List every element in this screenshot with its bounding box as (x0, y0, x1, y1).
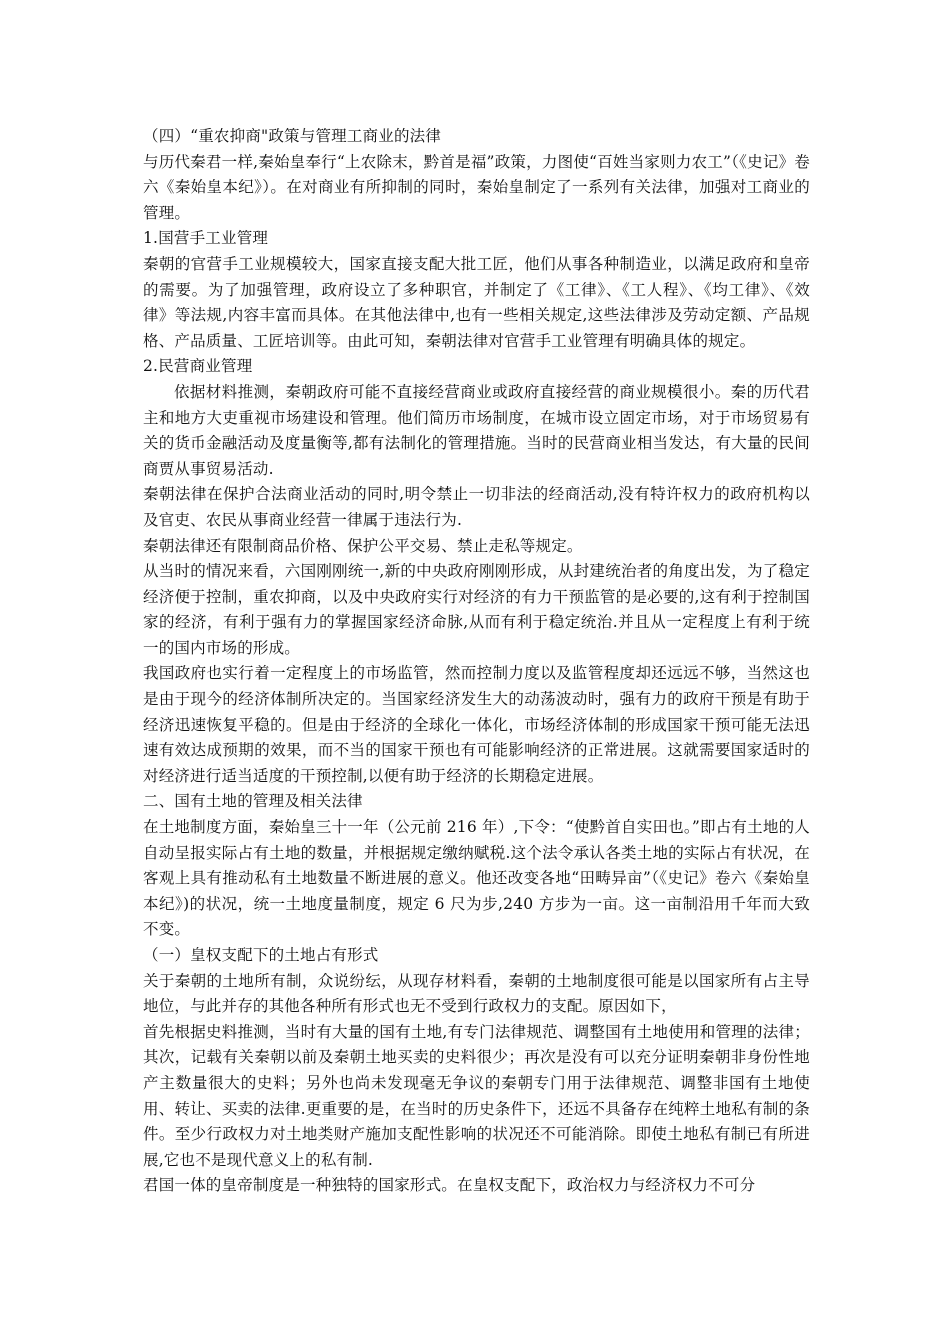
paragraph: 关于秦朝的土地所有制，众说纷纭，从现存材料看，秦朝的土地制度很可能是以国家所有占主导地位，与此并存的其他各种所有形式也无不受到行政权力的支配。原因如下， (143, 971, 810, 1016)
paragraph: 首先根据史料推测，当时有大量的国有土地,有专门法律规范、调整国有土地使用和管理的法律；其次，记载有关秦朝以前及秦朝土地买卖的史料很少；再次是没有可以充分证明秦朝非身份性地产主数量很大的史料；另外也尚未发现毫无争议的秦朝专门用于法律规范、调整非国有土地使用、转让、买卖的法律.更重要的是，在当时的历史条件下，还远不具备存在纯粹土地私有制的条件。至少行政权力对土地类财产施加支配性影响的状况还不可能消除。即使土地私有制已有所进展,它也不是现代意义上的私有制. (143, 1022, 810, 1169)
paragraph: 依据材料推测，秦朝政府可能不直接经营商业或政府直接经营的商业规模很小。秦的历代君主和地方大吏重视市场建设和管理。他们简历市场制度，在城市设立固定市场，对于市场贸易有关的货币金融活动及度量衡等,都有法制化的管理措施。当时的民营商业相当发达，有大量的民间商贾从事贸易活动. (143, 382, 810, 478)
paragraph: 秦朝法律在保护合法商业活动的同时,明令禁止一切非法的经商活动,没有特许权力的政府机构以及官吏、农民从事商业经营一律属于违法行为. (143, 485, 810, 529)
paragraph: 秦朝的官营手工业规模较大，国家直接支配大批工匠，他们从事各种制造业，以满足政府和皇帝的需要。为了加强管理，政府设立了多种职官，并制定了《工律》、《工人程》、《均工律》、《效律》等法规,内容丰富而具体。在其他法律中,也有一些相关规定,这些法律涉及劳动定额、产品规格、产品质量、工匠培训等。由此可知，秦朝法律对官营手工业管理有明确具体的规定。 (143, 254, 810, 350)
paragraph: 从当时的情况来看，六国刚刚统一,新的中央政府刚刚形成，从封建统治者的角度出发，为了稳定经济便于控制，重农抑商，以及中央政府实行对经济的有力干预监管的是必要的,这有利于控制国家的经济，有利于强有力的掌握国家经济命脉,从而有利于稳定统治.并且从一定程度上有利于统一的国内市场的形成。 (143, 562, 810, 657)
section-heading-state-land: 二、国有土地的管理及相关法律 (143, 792, 363, 811)
document-page (143, 124, 810, 1199)
subsection-heading-state-handicraft: 1.国营手工业管理 (143, 229, 269, 248)
paragraph: 与历代秦君一样,秦始皇奉行“上农除末，黔首是福”政策，力图使“百姓当家则力农工”（《史记》卷六《秦始皇本纪》）。在对商业有所抑制的同时，秦始皇制定了一系列有关法律，加强对工商业的管理。 (143, 152, 810, 222)
paragraph: 我国政府也实行着一定程度上的市场监管，然而控制力度以及监管程度却还远远不够，当然这也是由于现今的经济体制所决定的。当国家经济发生大的动荡波动时，强有力的政府干预是有助于经济迅速恢复平稳的。但是由于经济的全球化一体化，市场经济体制的形成国家干预可能无法迅速有效达成预期的效果，而不当的国家干预也有可能影响经济的正常进展。这就需要国家适时的对经济进行适当适度的干预控制,以便有助于经济的长期稳定进展。 (143, 664, 810, 785)
subsection-heading-land-ownership: （一）皇权支配下的土地占有形式 (143, 946, 379, 964)
paragraph: 秦朝法律还有限制商品价格、保护公平交易、禁止走私等规定。 (143, 536, 583, 555)
paragraph: 君国一体的皇帝制度是一种独特的国家形式。在皇权支配下，政治权力与经济权力不可分 (143, 1176, 756, 1195)
subsection-heading-private-commerce: 2.民营商业管理 (143, 357, 253, 376)
section-heading-policy: （四）“重农抑商"政策与管理工商业的法律 (143, 127, 442, 145)
paragraph: 在土地制度方面，秦始皇三十一年（公元前 216 年）,下令：“使黔首自实田也。”即占有土地的人自动呈报实际占有土地的数量，并根据规定缴纳赋税.这个法令承认各类土地的实际占有状况，在客观上具有推动私有土地数量不断进展的意义。他还改变各地“田畴异亩”（《史记》卷六《秦始皇本纪》)的状况，统一土地度量制度，规定 6 尺为步,240 方步为一亩。这一亩制沿用千年而大致不变。 (143, 818, 810, 939)
